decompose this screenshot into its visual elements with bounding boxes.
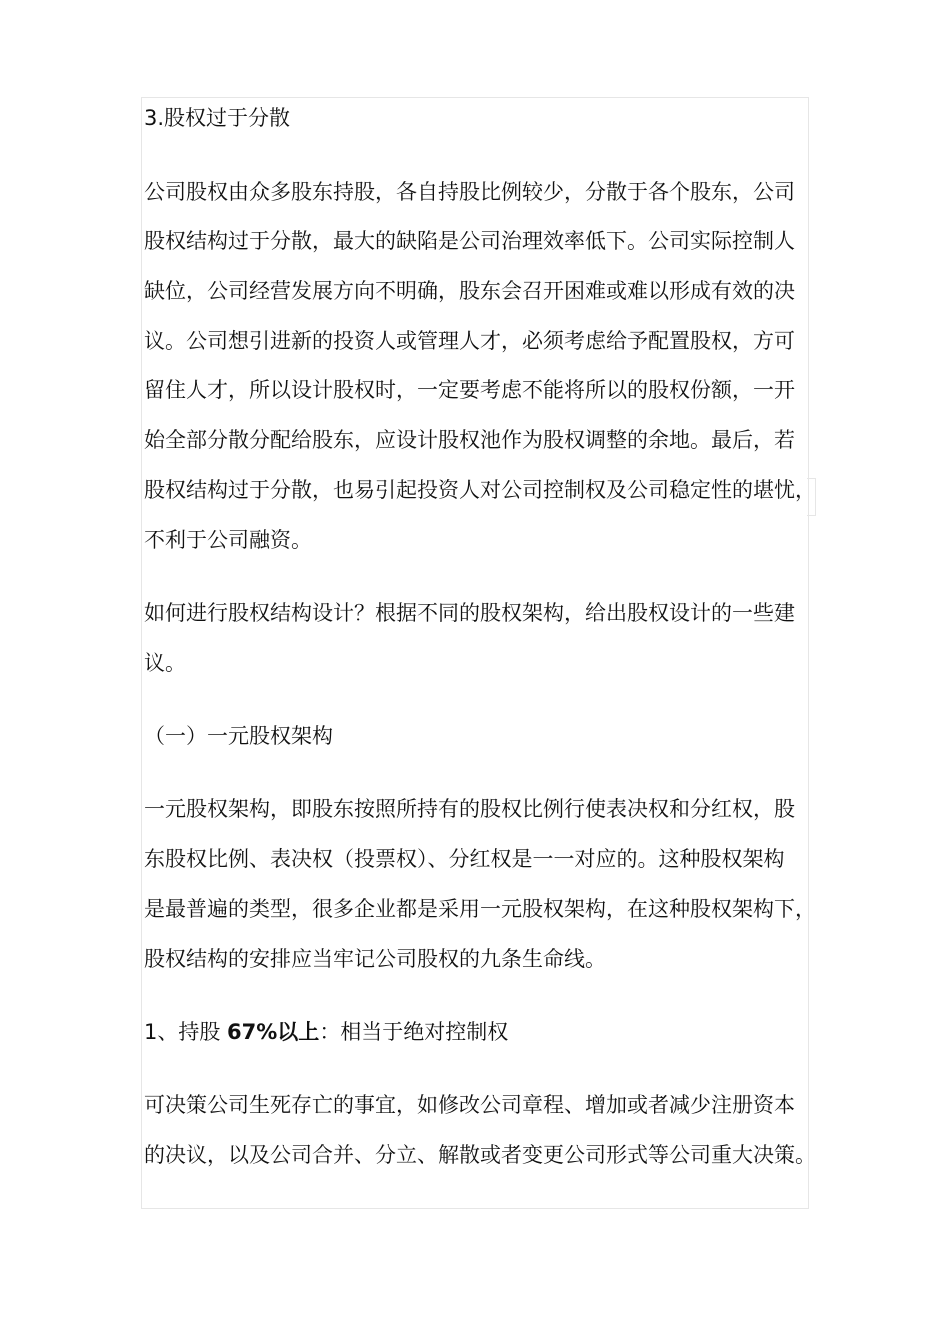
paragraph-line: 缺位，公司经营发展方向不明确，股东会召开困难或难以形成有效的决: [144, 279, 795, 303]
item-description: ：相当于绝对控制权: [319, 1020, 509, 1044]
paragraph-line: 股权结构过于分散，也易引起投资人对公司控制权及公司稳定性的堪忧，: [144, 478, 816, 502]
paragraph-line: 议。公司想引进新的投资人或管理人才，必须考虑给予配置股权，方可: [144, 329, 795, 353]
paragraph-line: 可决策公司生死存亡的事宜，如修改公司章程、增加或者减少注册资本: [144, 1093, 795, 1117]
paragraph-line: 东股权比例、表决权（投票权）、分红权是一一对应的。这种股权架构: [144, 847, 785, 871]
paragraph-line: 公司股权由众多股东持股，各自持股比例较少，分散于各个股东，公司: [144, 180, 795, 204]
paragraph-line: 留住人才，所以设计股权时，一定要考虑不能将所以的股权份额，一开: [144, 378, 795, 402]
heading-equity-too-dispersed: 3.股权过于分散: [144, 106, 291, 130]
item-prefix: 1、持股: [144, 1020, 228, 1044]
paragraph-line: 一元股权架构，即股东按照所持有的股权比例行使表决权和分红权，股: [144, 797, 795, 821]
paragraph-line: 议。: [144, 651, 186, 675]
paragraph-line: 是最普遍的类型，很多企业都是采用一元股权架构，在这种股权架构下，: [144, 897, 816, 921]
paragraph-line: 股权结构的安排应当牢记公司股权的九条生命线。: [144, 947, 606, 971]
paragraph-line: 股权结构过于分散，最大的缺陷是公司治理效率低下。公司实际控制人: [144, 229, 795, 253]
paragraph-line: 不利于公司融资。: [144, 528, 312, 552]
paragraph-line: 如何进行股权结构设计？根据不同的股权架构，给出股权设计的一些建: [144, 601, 795, 625]
section-heading-unitary-structure: （一）一元股权架构: [144, 724, 333, 748]
item-threshold: 67%以上: [227, 1020, 320, 1044]
paragraph-line: 始全部分散分配给股东，应设计股权池作为股权调整的余地。最后，若: [144, 428, 795, 452]
paragraph-line: 的决议，以及公司合并、分立、解散或者变更公司形式等公司重大决策。: [144, 1143, 816, 1167]
list-item-67-percent: [144, 1018, 508, 1046]
